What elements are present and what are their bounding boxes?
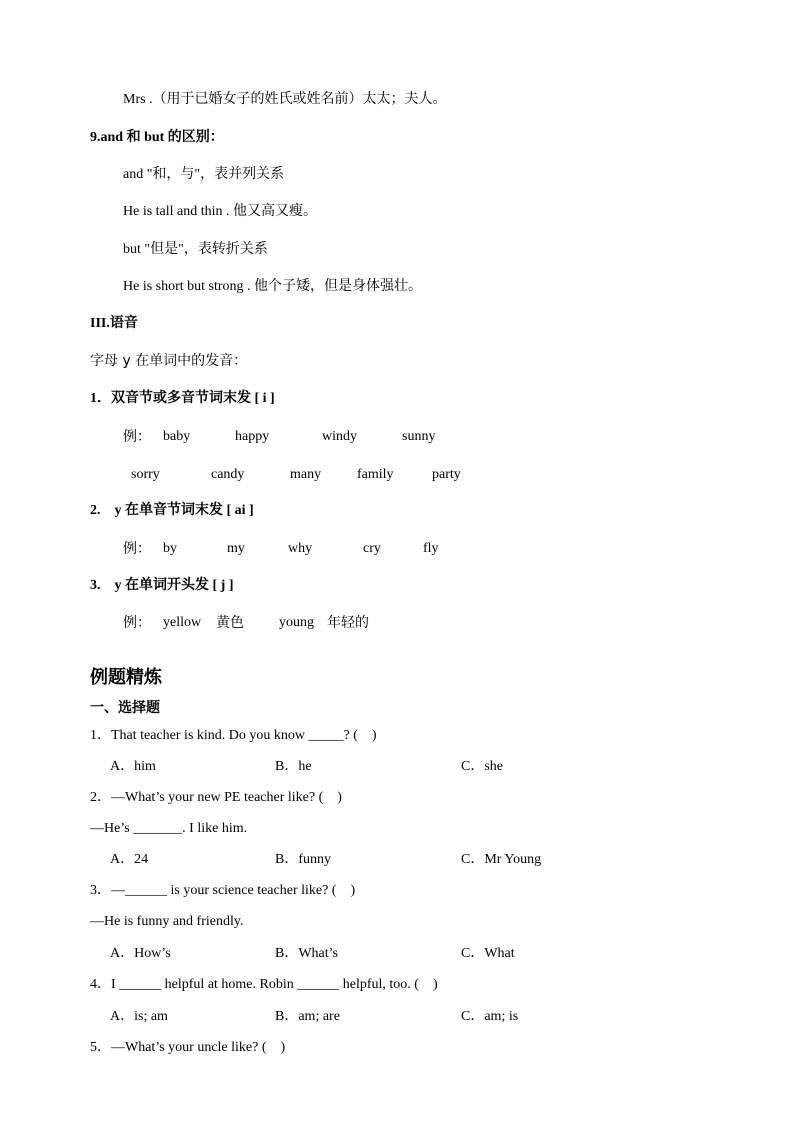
question-4-option-c: C．am; is (461, 1009, 519, 1024)
and-definition: and "和，与"，表并列关系 (123, 167, 285, 182)
question-1-option-c: C．she (461, 759, 503, 774)
example-word: my (227, 541, 245, 556)
example-word: young (279, 615, 314, 630)
phonics-intro: 字母 y 在单词中的发音： (90, 353, 248, 369)
question-2-option-c: C．Mr Young (461, 852, 542, 867)
question-4-option-b: B．am; are (275, 1009, 340, 1024)
example-word: yellow (163, 615, 202, 630)
question-5-stem: 5．—What’s your uncle like? ( ) (90, 1040, 286, 1055)
example-word: cry (363, 541, 381, 556)
but-example: He is short but strong . 他个子矮，但是身体强壮。 (123, 279, 423, 294)
and-example: He is tall and thin . 他又高又瘦。 (123, 204, 318, 219)
mrs-definition: Mrs .（用于已婚女子的姓氏或姓名前）太太；夫人。 (123, 92, 447, 107)
rule1-example-label: 例： (123, 429, 151, 445)
exercise-section-title: 例题精炼 (90, 667, 162, 688)
question-1-option-a: A．him (110, 759, 156, 774)
question-2-option-a: A．24 (110, 852, 149, 867)
example-word: many (290, 467, 322, 482)
phonics-heading: III.语音 (90, 316, 138, 331)
question-4-stem: 4．I ______ helpful at home. Robin ______ helpful, too. ( ) (90, 977, 438, 992)
example-word: by (163, 541, 177, 556)
rule1-title: 1．双音节或多音节词末发 [ i ] (90, 391, 275, 406)
example-translation: 年轻的 (327, 615, 369, 631)
and-but-heading: 9.and 和 but 的区别： (90, 130, 224, 145)
example-word: party (432, 467, 461, 482)
example-word: windy (322, 429, 357, 444)
example-word: candy (211, 467, 245, 482)
question-2-option-b: B．funny (275, 852, 331, 867)
example-word: why (288, 541, 313, 556)
but-definition: but "但是"，表转折关系 (123, 242, 268, 257)
example-word: sorry (131, 467, 160, 482)
example-word: family (357, 467, 394, 482)
choice-part-title: 一、选择题 (90, 700, 160, 716)
question-1-stem: 1．That teacher is kind. Do you know _____? ( ) (90, 728, 377, 743)
rule2-title: 2. y 在单音节词末发 [ ai ] (90, 503, 254, 518)
question-3-stem-reply: —He is funny and friendly. (90, 914, 244, 929)
example-word: sunny (402, 429, 436, 444)
question-3-option-a: A．How’s (110, 946, 171, 961)
question-2-stem: 2．—What’s your new PE teacher like? ( ) (90, 790, 342, 805)
question-3-option-b: B．What’s (275, 946, 338, 961)
question-2-stem-reply: —He’s _______. I like him. (90, 821, 248, 836)
rule2-example-label: 例： (123, 541, 151, 557)
example-word: baby (163, 429, 191, 444)
question-3-stem: 3．—______ is your science teacher like? ( ) (90, 883, 356, 898)
question-4-option-a: A．is; am (110, 1009, 168, 1024)
example-word: fly (423, 541, 439, 556)
example-word: happy (235, 429, 270, 444)
question-3-option-c: C．What (461, 946, 515, 961)
rule3-example-label: 例： (123, 615, 151, 631)
rule3-title: 3. y 在单词开头发 [ j ] (90, 578, 234, 593)
example-translation: 黄色 (216, 615, 244, 631)
question-1-option-b: B．he (275, 759, 312, 774)
